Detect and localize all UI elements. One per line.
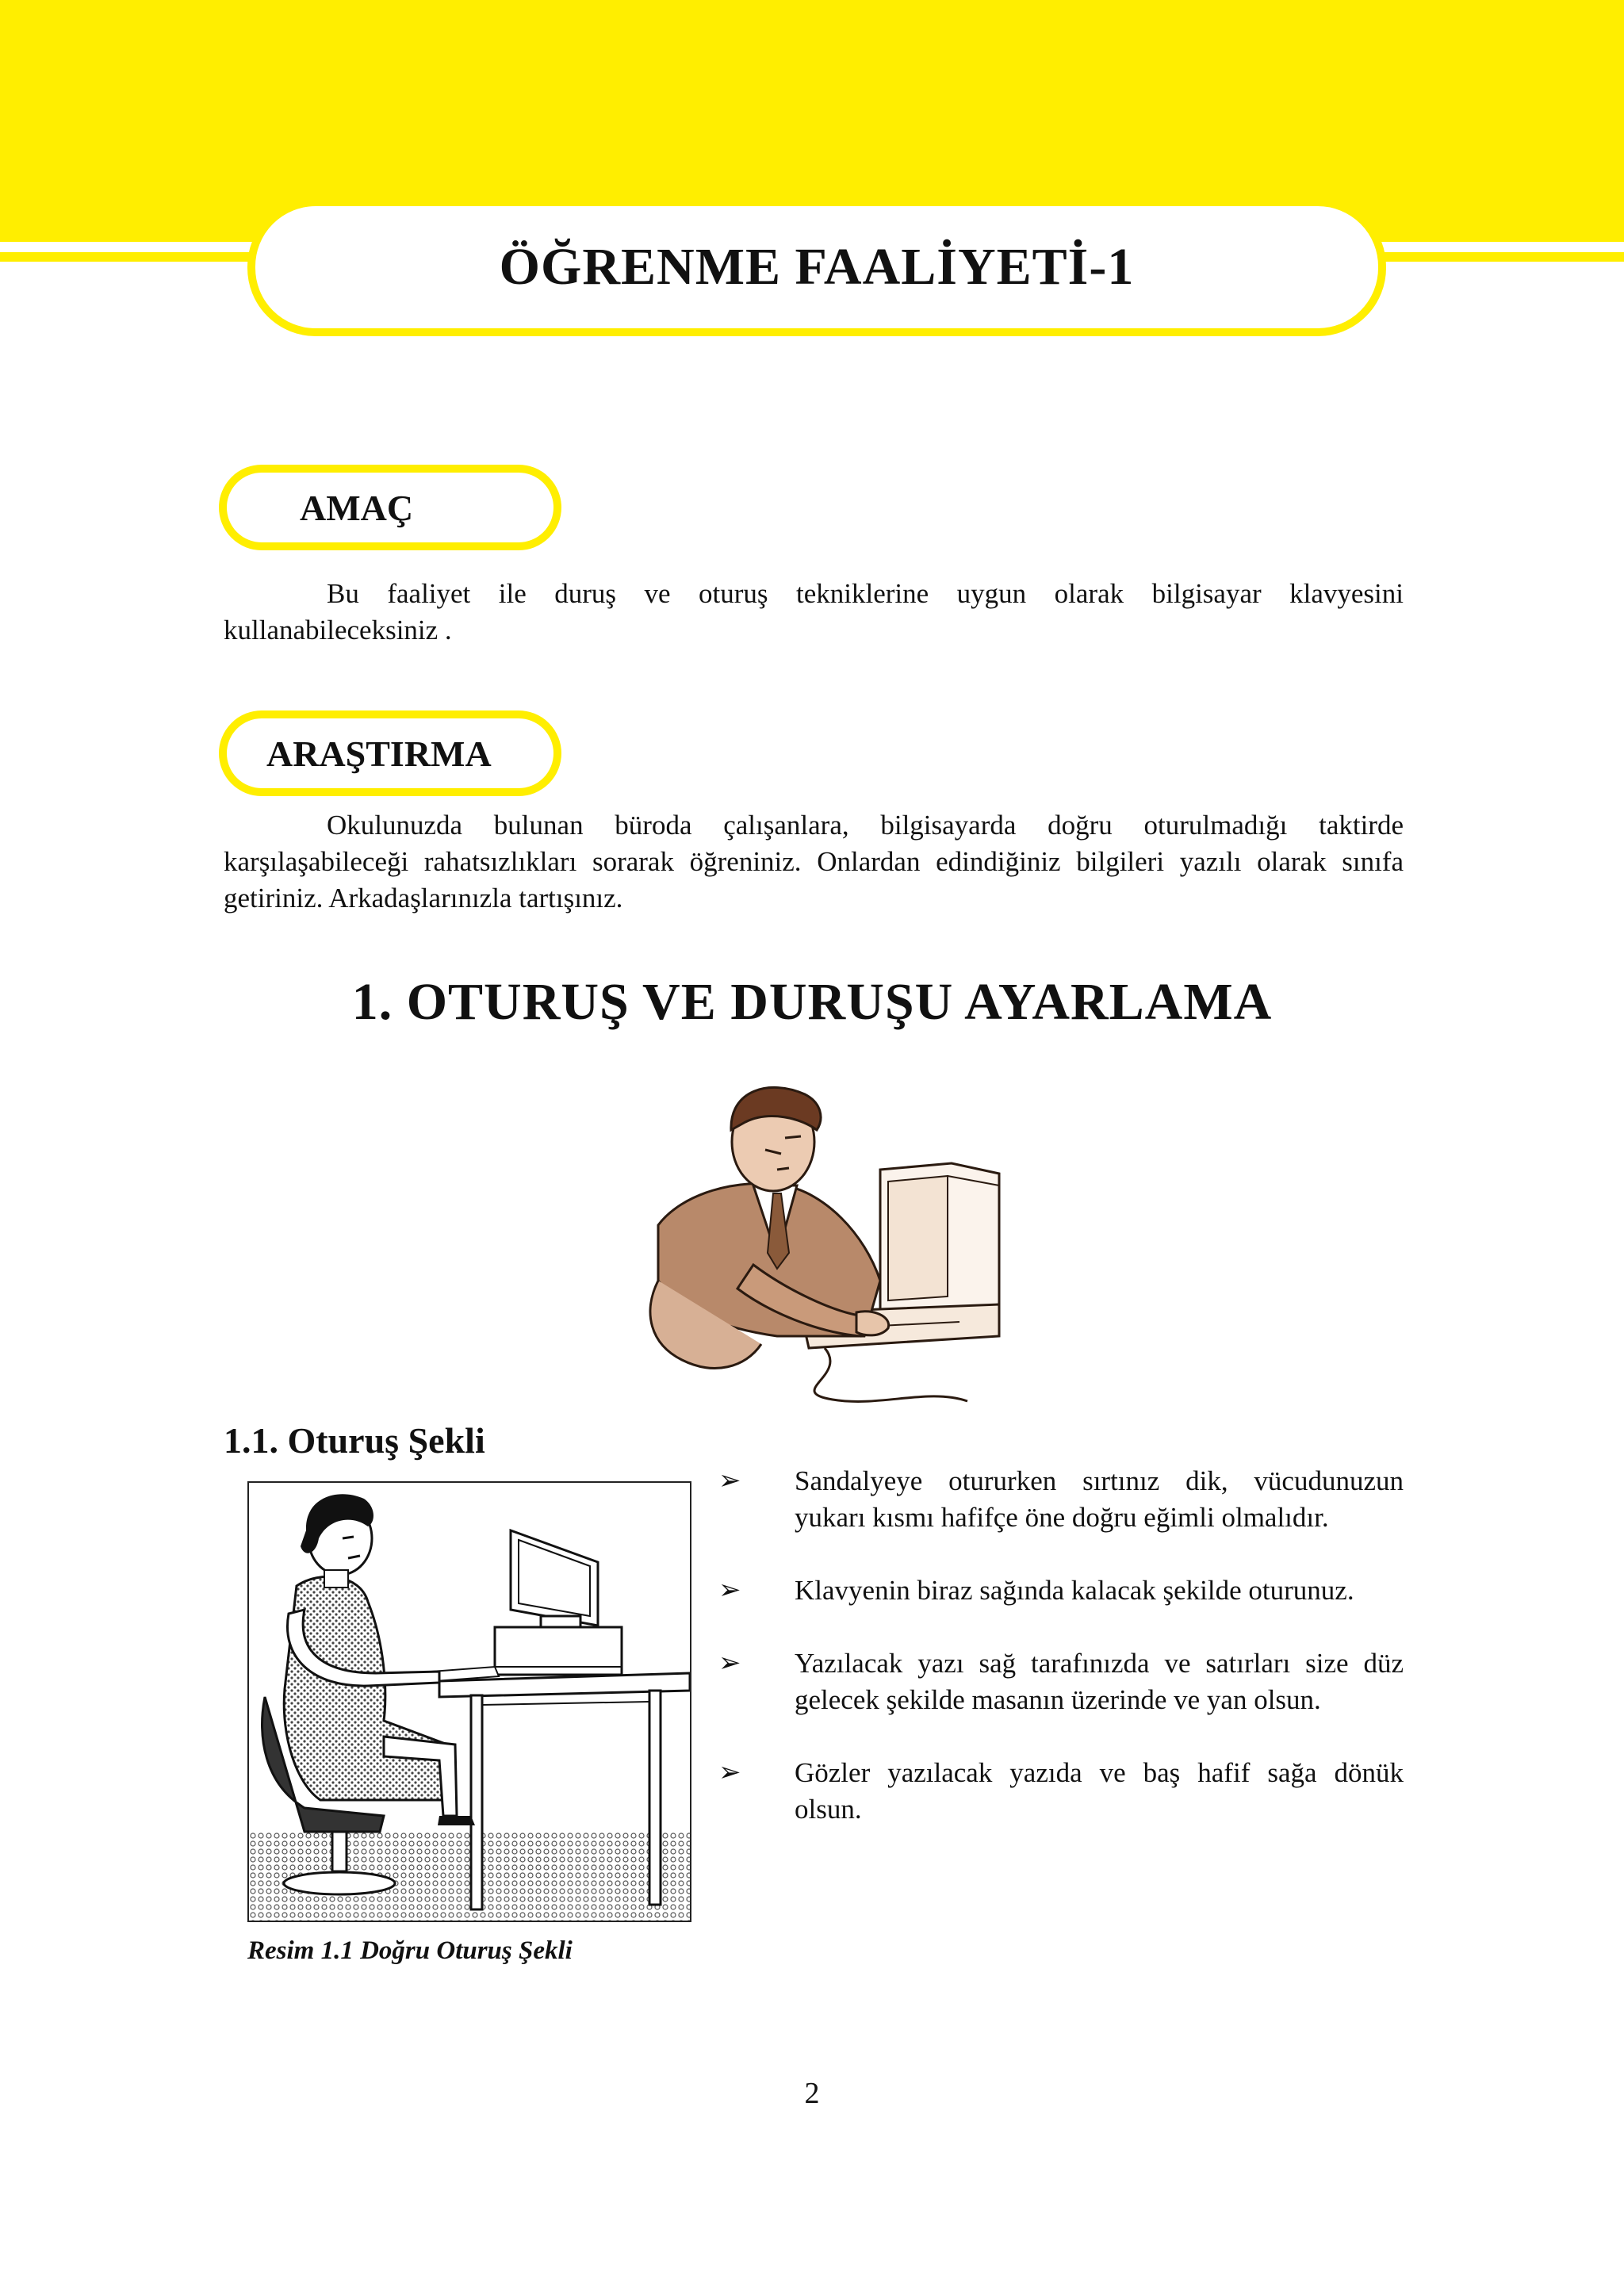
activity-title-box bbox=[247, 198, 1386, 336]
list-item: ➢ Gözler yazılacak yazıda ve baş hafif sağa dönük olsun. bbox=[718, 1755, 1404, 1828]
arastirma-label: ARAŞTIRMA bbox=[266, 733, 492, 774]
bullet-arrow-icon: ➢ bbox=[718, 1466, 741, 1496]
figure-caption: Resim 1.1 Doğru Oturuş Şekli bbox=[247, 1936, 573, 1965]
header-line-right bbox=[1372, 252, 1624, 262]
woman-at-desk-illustration bbox=[249, 1483, 690, 1921]
section-heading: 1. OTURUŞ VE DURUŞU AYARLAMA bbox=[351, 973, 1273, 1031]
list-item: ➢ Sandalyeye otururken sırtınız dik, vücudunuzun yukarı kısmı hafifçe öne doğru eğimli olmalıdır. bbox=[718, 1463, 1404, 1536]
amac-label-box bbox=[219, 465, 561, 550]
subsection-heading: 1.1. Oturuş Şekli bbox=[224, 1420, 485, 1461]
page-number: 2 bbox=[804, 2077, 820, 2110]
amac-label: AMAÇ bbox=[300, 487, 414, 528]
bullet-arrow-icon: ➢ bbox=[718, 1576, 741, 1605]
correct-sitting-figure bbox=[247, 1481, 691, 1922]
bullet-arrow-icon: ➢ bbox=[718, 1758, 741, 1787]
amac-paragraph: Bu faaliyet ile duruş ve oturuş tekniklerine uygun olarak bilgisayar klavyesini kullanabileceksiniz . bbox=[224, 578, 1404, 645]
man-at-computer-illustration bbox=[626, 1074, 1007, 1423]
header-line-left bbox=[0, 252, 262, 262]
arastirma-label-box bbox=[219, 710, 561, 796]
list-item: ➢ Klavyenin biraz sağında kalacak şekilde oturunuz. bbox=[718, 1572, 1404, 1609]
arastirma-paragraph: Okulunuzda bulunan büroda çalışanlara, bilgisayarda doğru oturulmadığı taktirde karşılaşabileceği rahatsızlıkları sorarak öğreniniz. Onlardan edindiğiniz bilgileri yazılı olarak sınıfa getiriniz. Arkadaşlarınızla tartışınız. bbox=[224, 810, 1404, 913]
sitting-tips-list bbox=[718, 1463, 1404, 1828]
activity-title: ÖĞRENME FAALİYETİ-1 bbox=[499, 238, 1135, 296]
list-item: ➢ Yazılacak yazı sağ tarafınızda ve satırları size düz gelecek şekilde masanın üzerinde ve yan olsun. bbox=[718, 1645, 1404, 1718]
bullet-arrow-icon: ➢ bbox=[718, 1649, 741, 1678]
